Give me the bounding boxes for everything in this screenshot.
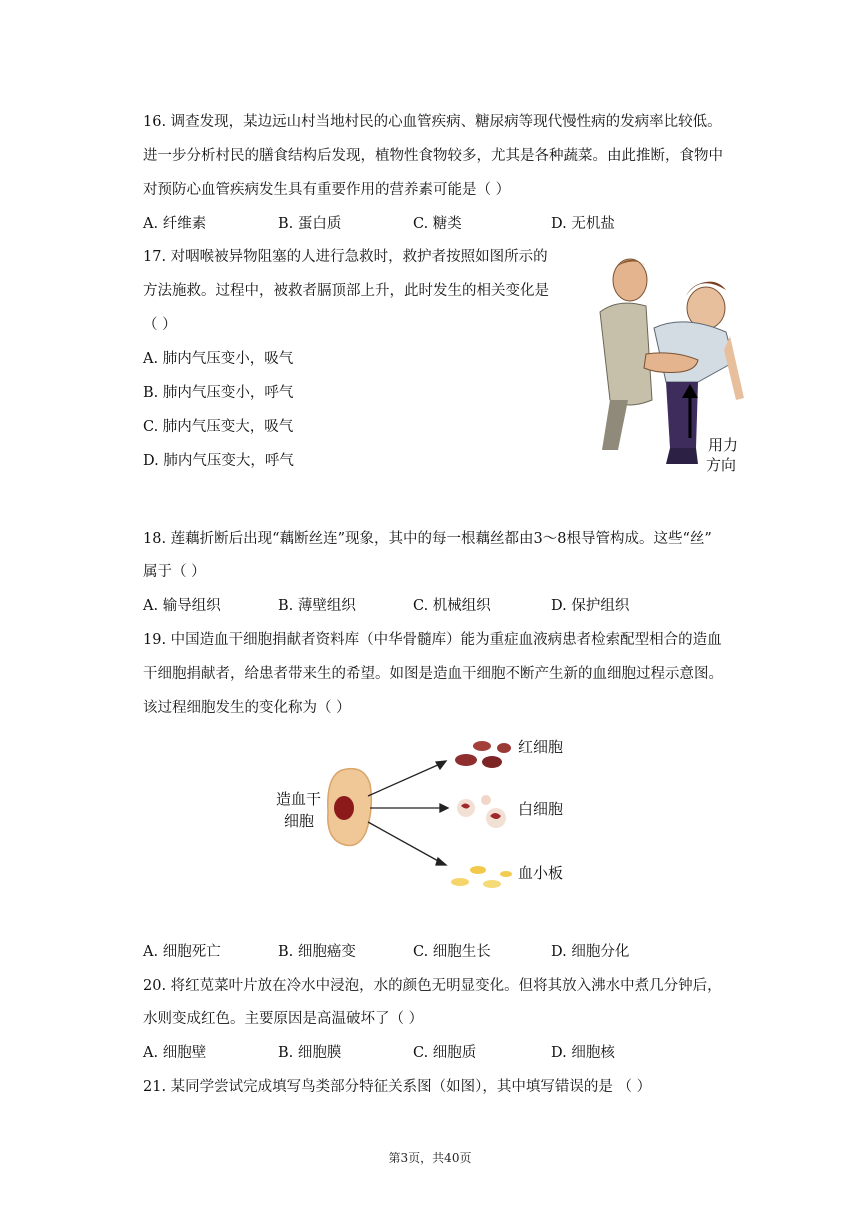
q18-option-c: C. 机械组织 bbox=[413, 598, 491, 614]
q21-line-1: 21. 某同学尝试完成填写鸟类部分特征关系图（如图），其中填写错误的是 （ ） bbox=[143, 1079, 652, 1095]
q20-line-2: 水则变成红色。主要原因是高温破坏了（ ） bbox=[143, 1011, 424, 1027]
stem-cell-label-1: 造血干 bbox=[276, 790, 322, 808]
q17-line-2: 方法施救。过程中，被救者膈顶部上升，此时发生的相关变化是 bbox=[143, 283, 549, 299]
q20-option-a: A. 细胞壁 bbox=[143, 1045, 207, 1061]
force-direction-label-1: 用力 bbox=[708, 436, 739, 454]
stem-cell-label-2: 细胞 bbox=[284, 812, 315, 830]
q17-option-c: C. 肺内气压变大，吸气 bbox=[143, 419, 294, 435]
q17-option-a: A. 肺内气压变小，吸气 bbox=[143, 351, 294, 367]
q18-line-1: 18. 莲藕折断后出现“藕断丝连”现象，其中的每一根藕丝都由3～8根导管构成。这些“丝” bbox=[143, 531, 712, 547]
q17-line-1: 17. 对咽喉被异物阻塞的人进行急救时，救护者按照如图所示的 bbox=[143, 249, 548, 265]
page-footer: 第3页，共40页 bbox=[388, 1151, 472, 1165]
q18-line-2: 属于（ ） bbox=[143, 564, 206, 580]
stem-cell-nucleus bbox=[334, 796, 354, 820]
q16-option-c: C. 糖类 bbox=[413, 216, 462, 232]
q19-option-a: A. 细胞死亡 bbox=[143, 944, 221, 960]
red-blood-cells bbox=[455, 741, 511, 768]
q20-option-b: B. 细胞膜 bbox=[278, 1045, 342, 1061]
q17-line-3: （ ） bbox=[143, 317, 177, 333]
q16-option-b: B. 蛋白质 bbox=[278, 216, 342, 232]
q18-option-d: D. 保护组织 bbox=[551, 598, 630, 614]
q17-option-d: D. 肺内气压变大，呼气 bbox=[143, 453, 294, 469]
q19-option-b: B. 细胞癌变 bbox=[278, 944, 356, 960]
platelets bbox=[451, 866, 512, 888]
q18-option-b: B. 薄壁组织 bbox=[278, 598, 356, 614]
q19-line-1: 19. 中国造血干细胞捐献者资料库（中华骨髓库）能为重症血液病患者检索配型相合的造血 bbox=[143, 632, 722, 648]
q19-line-2: 干细胞捐献者，给患者带来生的希望。如图是造血干细胞不断产生新的血细胞过程示意图。 bbox=[143, 666, 723, 682]
stem-cell-diagram bbox=[270, 728, 590, 900]
force-direction-label-2: 方向 bbox=[706, 456, 737, 474]
q20-option-d: D. 细胞核 bbox=[551, 1045, 615, 1061]
q19-line-3: 该过程细胞发生的变化称为（ ） bbox=[143, 700, 351, 716]
q19-option-c: C. 细胞生长 bbox=[413, 944, 491, 960]
q16-line-2: 进一步分析村民的膳食结构后发现，植物性食物较多，尤其是各种蔬菜。由此推断，食物中 bbox=[143, 148, 723, 164]
platelet-label: 血小板 bbox=[518, 864, 564, 882]
q20-option-c: C. 细胞质 bbox=[413, 1045, 477, 1061]
white-blood-cell-label: 白细胞 bbox=[518, 800, 564, 818]
q16-option-d: D. 无机盐 bbox=[551, 216, 615, 232]
white-blood-cells bbox=[457, 795, 506, 828]
q20-line-1: 20. 将红苋菜叶片放在冷水中浸泡，水的颜色无明显变化。但将其放入沸水中煮几分钟后， bbox=[143, 978, 722, 994]
heimlich-illustration bbox=[588, 250, 748, 478]
q16-option-a: A. 纤维素 bbox=[143, 216, 207, 232]
q16-line-1: 16. 调查发现，某边远山村当地村民的心血管疾病、糖尿病等现代慢性病的发病率比较低。 bbox=[143, 114, 722, 130]
q16-line-3: 对预防心血管疾病发生具有重要作用的营养素可能是（ ） bbox=[143, 182, 511, 198]
q18-option-a: A. 输导组织 bbox=[143, 598, 221, 614]
red-blood-cell-label: 红细胞 bbox=[518, 738, 564, 756]
q17-option-b: B. 肺内气压变小，呼气 bbox=[143, 385, 294, 401]
q19-option-d: D. 细胞分化 bbox=[551, 944, 630, 960]
